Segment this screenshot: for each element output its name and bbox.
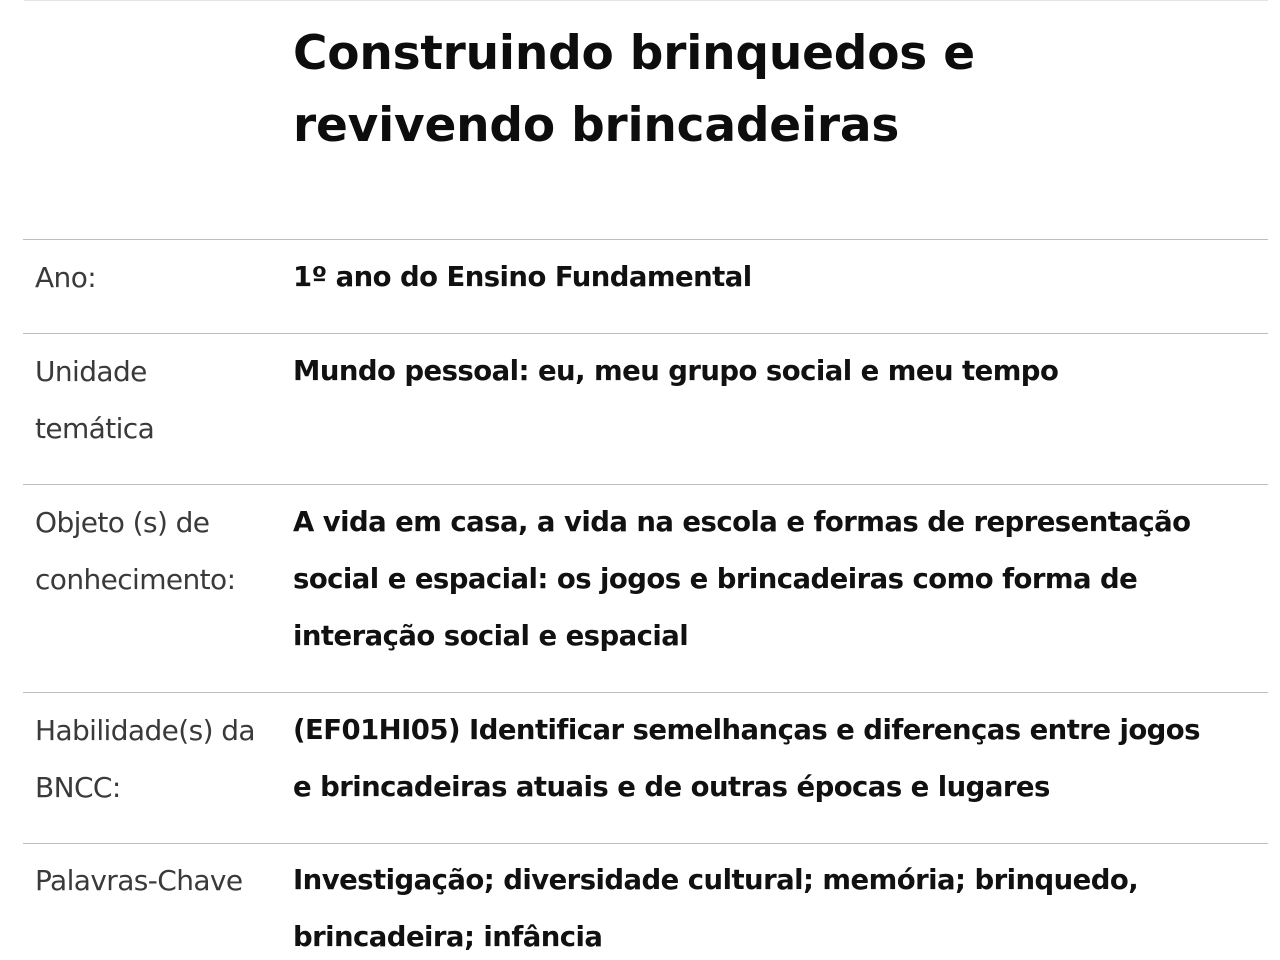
row-value-ano [281,249,1268,333]
label-line: Ano: [35,261,97,294]
label-line: temática [35,412,155,445]
table-row-unidade-tematica [23,334,1268,485]
value-line: A vida em casa, a vida na escola e formas de representação [293,506,1191,538]
row-label-objeto-conhecimento [23,494,281,692]
lesson-info-table [23,239,1268,960]
row-value-objeto-conhecimento [281,494,1268,692]
table-row-habilidades-bncc [23,693,1268,844]
table-row-ano [23,240,1268,334]
row-value-habilidades-bncc [281,702,1268,843]
table-row-palavras-chave [23,844,1268,960]
row-label-habilidades-bncc [23,702,281,843]
label-line: conhecimento: [35,563,236,596]
row-label-unidade-tematica [23,343,281,484]
table-row-objeto-conhecimento [23,485,1268,693]
page-title-line: Construindo brinquedos e [293,26,975,81]
label-line: Unidade [35,355,147,388]
value-line: interação social e espacial [293,620,689,652]
page-title-line: revivendo brincadeiras [293,98,900,153]
row-value-unidade-tematica [281,343,1268,484]
row-label-palavras-chave [23,852,281,960]
value-line: social e espacial: os jogos e brincadeiras como forma de [293,563,1138,595]
label-line: Objeto (s) de [35,506,210,539]
value-line: (EF01HI05) Identificar semelhanças e diferenças entre jogos [293,714,1200,746]
label-line: BNCC: [35,771,121,804]
label-line: Palavras-Chave [35,864,243,897]
top-divider [24,0,1268,3]
value-line: Investigação; diversidade cultural; memória; brinquedo, [293,864,1139,896]
row-label-ano [23,249,281,333]
label-line: Habilidade(s) da [35,714,255,747]
value-line: 1º ano do Ensino Fundamental [293,261,752,293]
value-line: brincadeira; infância [293,921,603,953]
value-line: Mundo pessoal: eu, meu grupo social e meu tempo [293,355,1059,387]
value-line: e brincadeiras atuais e de outras épocas e lugares [293,771,1050,803]
row-value-palavras-chave [281,852,1268,960]
page-title [293,18,1193,162]
